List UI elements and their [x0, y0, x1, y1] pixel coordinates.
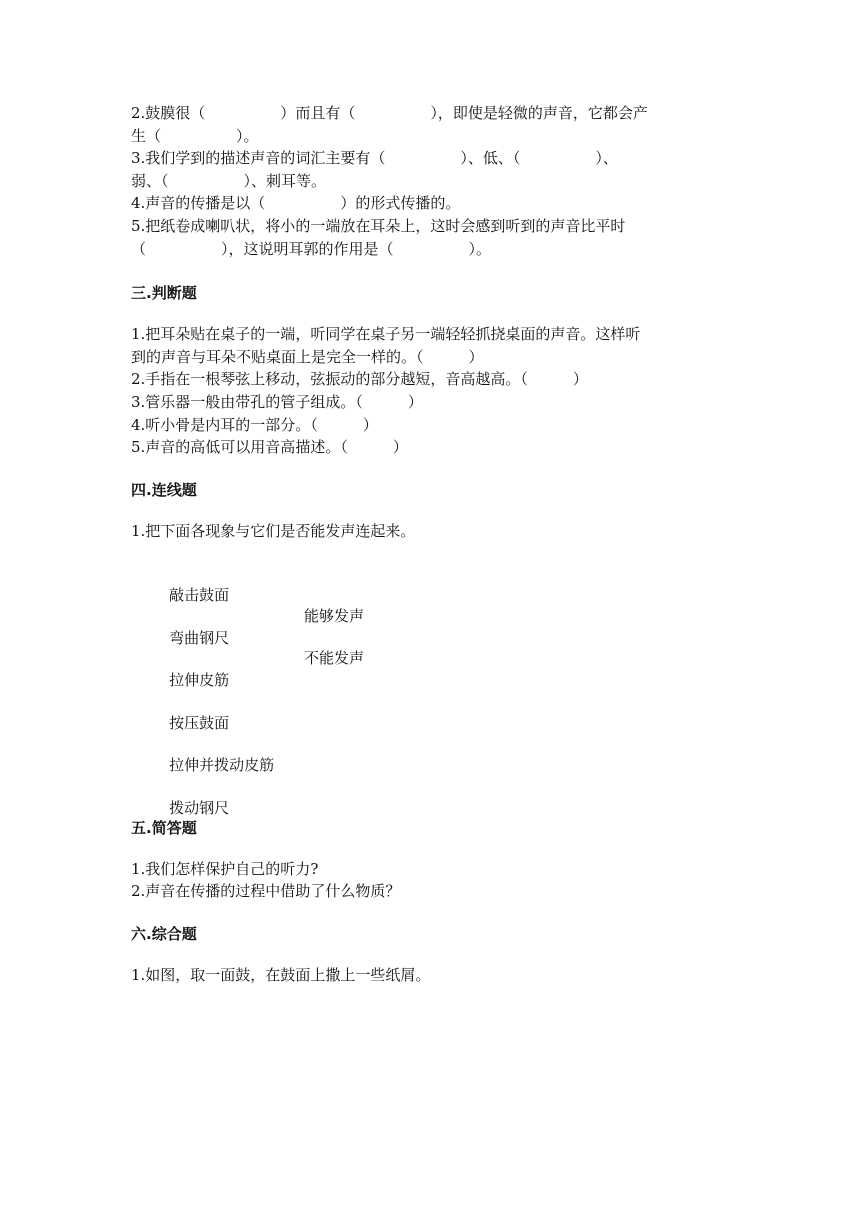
matching-row	[131, 732, 731, 775]
short-answer-section	[131, 817, 731, 903]
fill-blank-q2-line2: 生（ ）。	[131, 126, 259, 145]
matching-row	[131, 605, 731, 647]
judgement-q5: 5.声音的高低可以用音高描述。（ ）	[131, 438, 408, 457]
comprehensive-heading: 六.综合题	[131, 925, 197, 943]
judgement-section	[131, 282, 731, 459]
comprehensive-q1: 1.如图，取一面鼓，在鼓面上撒上一些纸屑。	[131, 966, 431, 984]
fill-blank-section	[131, 102, 731, 260]
matching-row	[131, 690, 731, 732]
matching-section	[131, 479, 731, 817]
judgement-q1-line2: 到的声音与耳朵不贴桌面上是完全一样的。（ ）	[131, 347, 484, 366]
comprehensive-section	[131, 923, 731, 987]
matching-heading: 四.连线题	[131, 480, 197, 499]
short-answer-heading: 五.简答题	[131, 818, 197, 837]
fill-blank-q5-line1: 5.把纸卷成喇叭状，将小的一端放在耳朵上，这时会感到听到的声音比平时	[131, 216, 626, 235]
judgement-q3: 3.管乐器一般由带孔的管子组成。（ ）	[131, 392, 423, 411]
fill-blank-q3-line2: 弱、（ ）、刺耳等。	[131, 171, 327, 190]
matching-left-item: 拉伸皮筋	[169, 671, 230, 690]
short-answer-q2: 2.声音在传播的过程中借助了什么物质？	[131, 882, 401, 901]
matching-row	[131, 775, 731, 817]
matching-left-item: 按压鼓面	[169, 713, 230, 732]
matching-q1: 1.把下面各现象与它们是否能发声连起来。	[131, 521, 416, 540]
judgement-q1-line1: 1.把耳朵贴在桌子的一端，听同学在桌子另一端轻轻抓挠桌面的声音。这样听	[131, 325, 641, 344]
matching-left-item: 弯曲钢尺	[169, 628, 230, 647]
matching-left-item: 敲击鼓面	[169, 586, 230, 605]
matching-row	[131, 647, 731, 690]
fill-blank-q2-line1: 2.鼓膜很（ ）而且有（ ），即使是轻微的声音，它都会产	[131, 104, 648, 122]
matching-left-item: 拉伸并拨动皮筋	[169, 756, 275, 775]
matching-right-item: 能够发声	[304, 606, 365, 625]
fill-blank-q3-line1: 3.我们学到的描述声音的词汇主要有（ ）、低、（ ）、	[131, 149, 618, 168]
fill-blank-q5-line2: （ ），这说明耳郭的作用是（ ）。	[131, 239, 492, 258]
fill-blank-q4: 4.声音的传播是以（ ）的形式传播的。	[131, 194, 461, 213]
judgement-q2: 2.手指在一根琴弦上移动，弦振动的部分越短，音高越高。（ ）	[131, 370, 588, 389]
worksheet-content	[131, 102, 731, 987]
short-answer-q1: 1.我们怎样保护自己的听力?	[131, 859, 319, 878]
judgement-q4: 4.听小骨是内耳的一部分。（ ）	[131, 415, 378, 434]
matching-left-item: 拨动钢尺	[169, 798, 230, 817]
matching-row	[131, 562, 731, 605]
judgement-heading: 三.判断题	[131, 284, 197, 303]
matching-right-item: 不能发声	[304, 649, 365, 668]
